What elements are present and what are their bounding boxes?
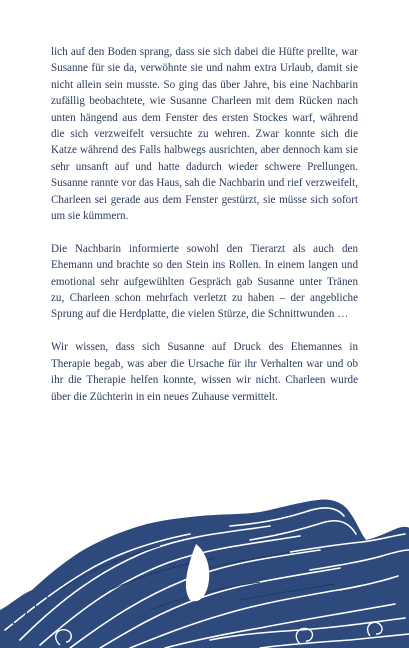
body-text: [51, 44, 358, 405]
paragraph-1: lich auf den Boden sprang, dass sie sich dabei die Hüfte prellte, war Susanne für sie da, verwöhnte sie und nahm extra Urlaub, damit sie nicht allein sein musste. So ging das über Jahre, bis eine Nachbarin zufällig beobachtete, wie Susanne Charleen mit dem Rücken nach unten hängend aus dem Fenster des ersten Stockes warf, während die sich verzweifelt versuchte zu wehren. Zwar konnte sich die Katze während des Falls halbwegs ausrichten, aber dennoch kam sie sehr unsanft auf und hatte dadurch wieder schwere Prellungen. Susanne rannte vor das Haus, sah die Nachbarin und rief verzweifelt, Charleen sei gerade aus dem Fenster gestürzt, sie müsse sich sofort um sie kümmern.: [51, 46, 358, 223]
paragraph-2: Die Nachbarin informierte sowohl den Tierarzt als auch den Ehemann und brachte so den Stein ins Rollen. In einem langen und emotional sehr aufgewühlten Gespräch gab Susanne unter Tränen zu, Charleen schon mehrfach verletzt zu haben – der angebliche Sprung auf die Herdplatte, die vielen Stürze, die Schnittwunden …: [51, 242, 358, 321]
wave-hair-illustration-icon: [0, 440, 409, 648]
paragraph-3: Wir wissen, dass sich Susanne auf Druck des Ehemannes in Therapie begab, was aber die Ursache für ihr Verhalten war und ob ihr die Therapie helfen konnte, wissen wir nicht. Charleen wurde über die Züchterin in ein neues Zuhause vermittelt.: [51, 341, 358, 403]
